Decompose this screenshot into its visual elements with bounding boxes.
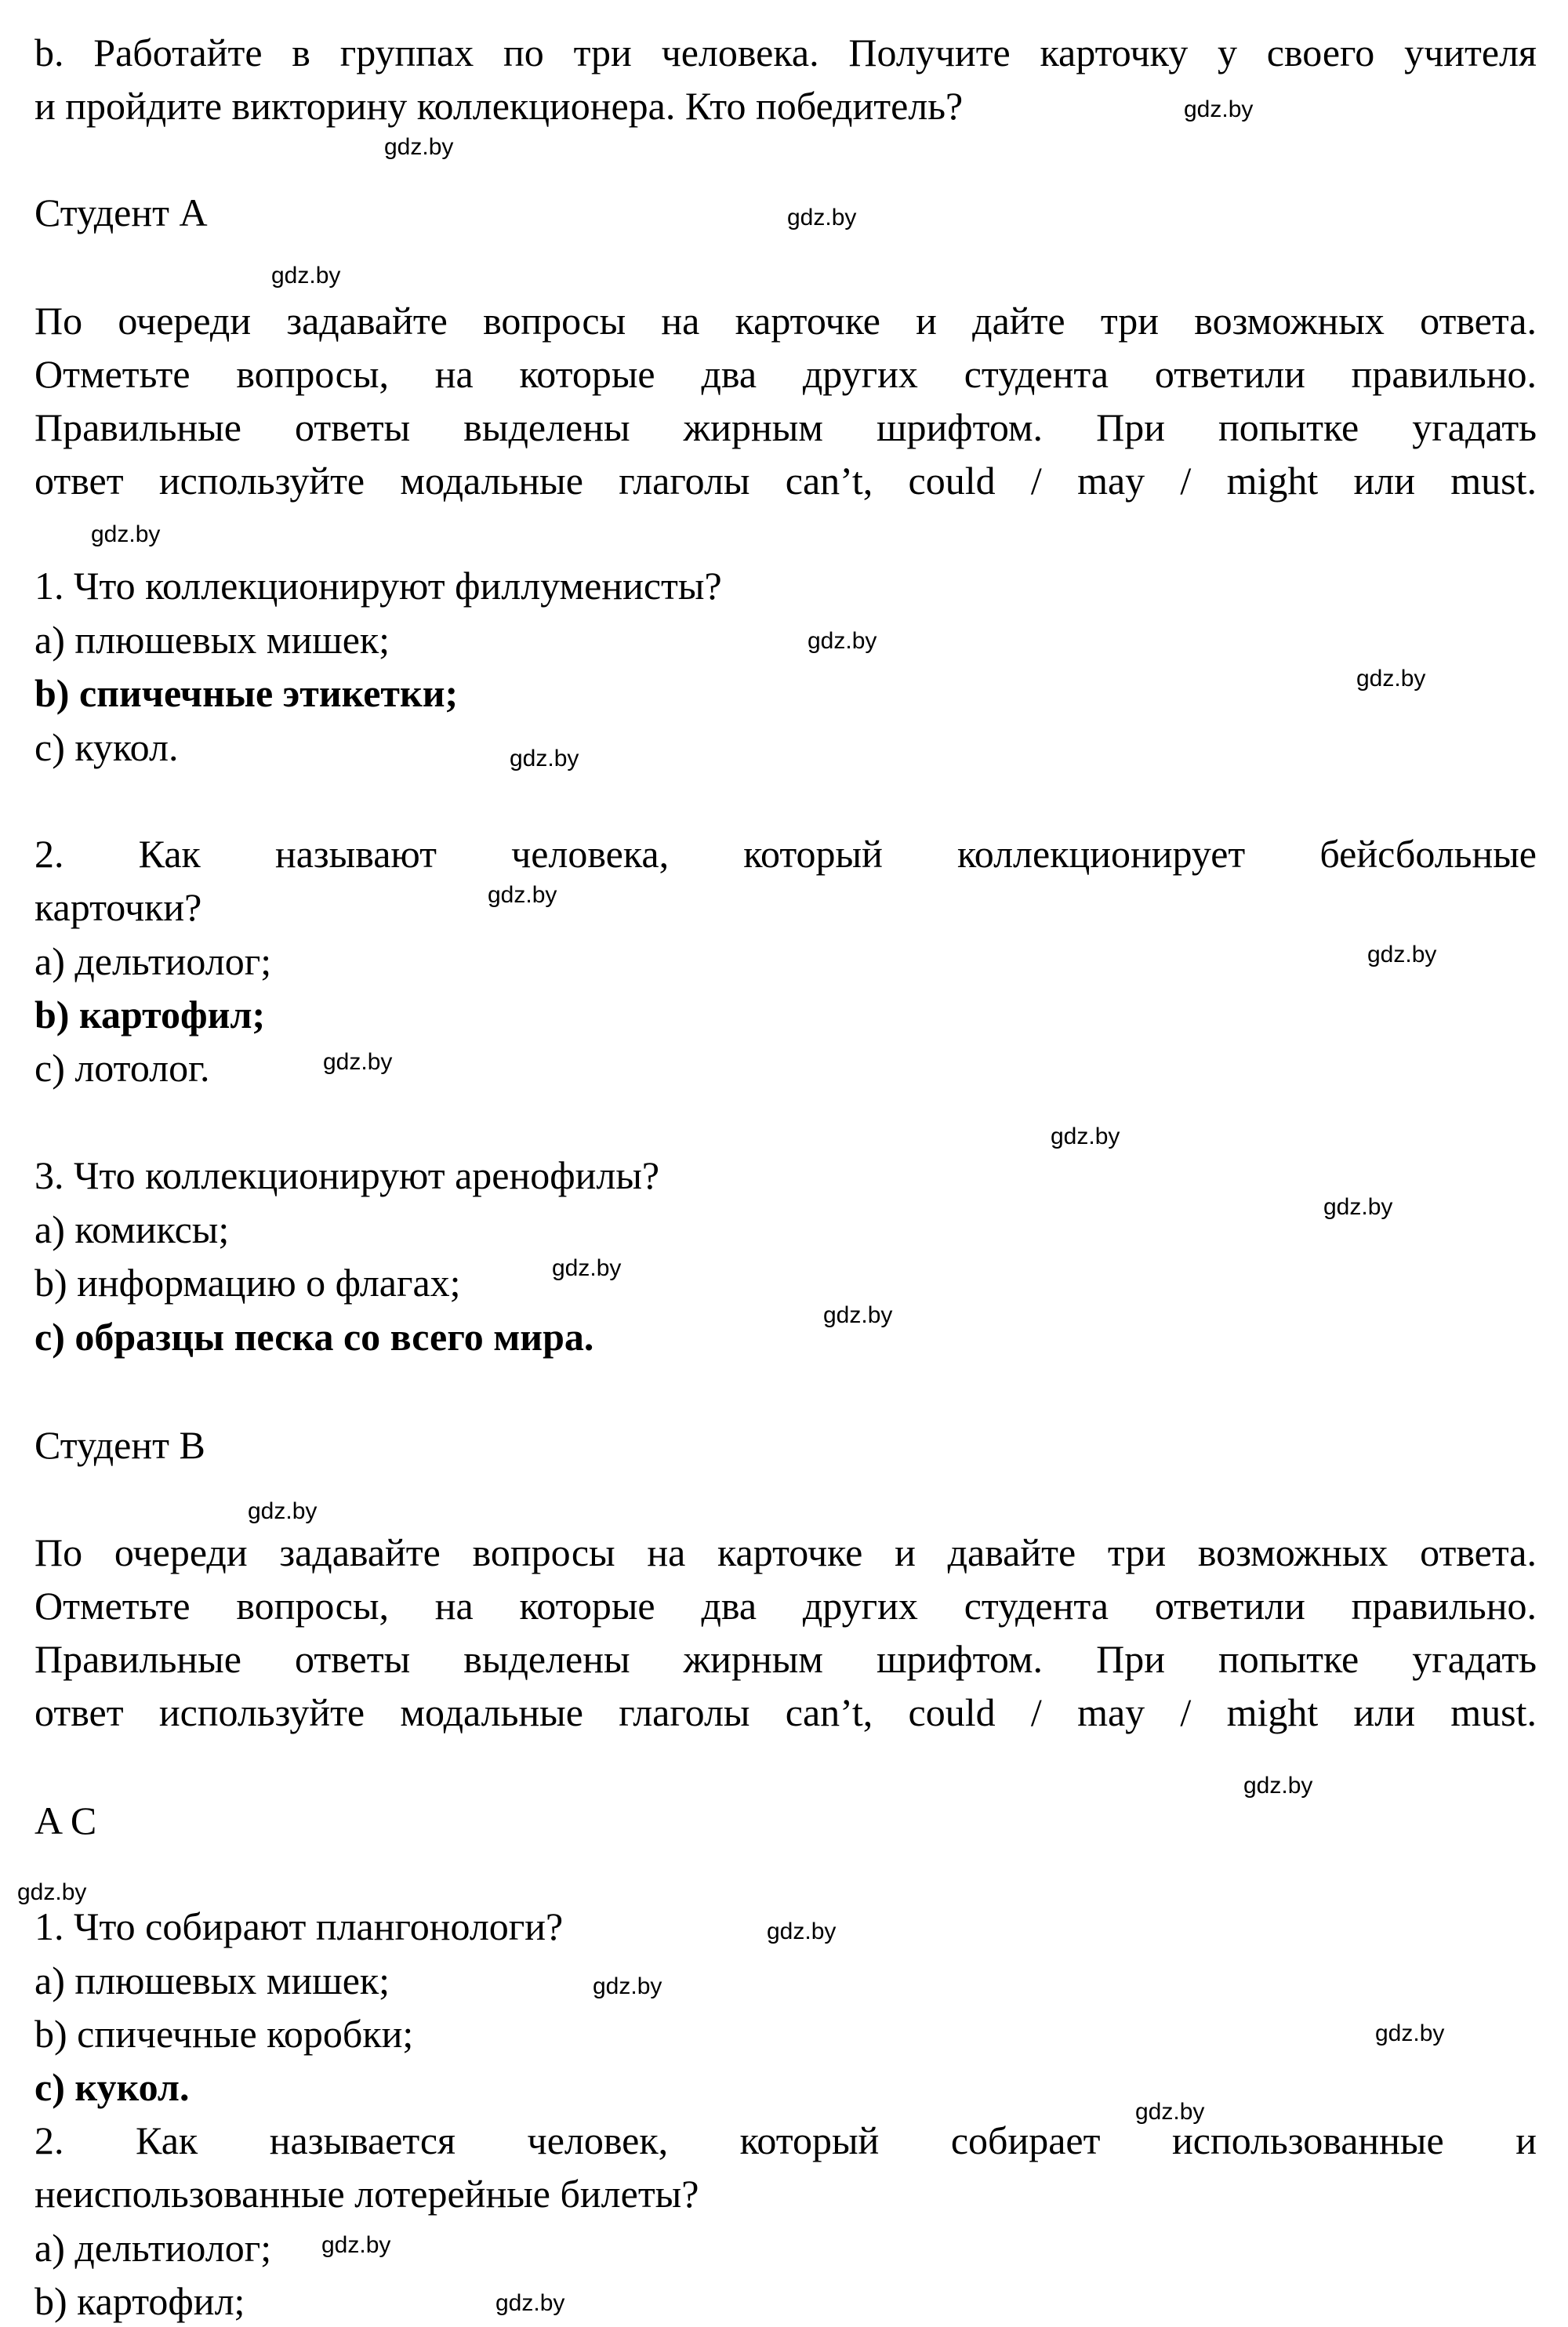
answer-option: b) информацию о флагах;	[34, 1261, 461, 1305]
watermark: gdz.by	[787, 205, 857, 231]
watermark: gdz.by	[91, 521, 161, 547]
question-1-text: 1. Что собирают плангонологи?	[34, 1904, 564, 1948]
intro-line-2: и пройдите викторину коллекционера. Кто победитель?	[34, 84, 964, 128]
watermark: gdz.by	[1243, 1773, 1313, 1799]
student-a-instruction-line: ответ используйте модальные глаголы can’t, could / may / might или must.	[34, 459, 1537, 503]
answer-option: a) плюшевых мишек;	[34, 1959, 390, 2002]
watermark: gdz.by	[808, 628, 877, 654]
correct-answer-option: b) спичечные этикетки;	[34, 671, 459, 715]
student-b-instruction-line: Правильные ответы выделены жирным шрифтом. При попытке угадать	[34, 1637, 1537, 1681]
watermark: gdz.by	[1367, 942, 1437, 967]
watermark: gdz.by	[767, 1919, 837, 1944]
question-2-text: 2. Как называется человек, который собирает использованные и	[34, 2118, 1537, 2162]
watermark: gdz.by	[510, 746, 579, 771]
answer-option: a) плюшевых мишек;	[34, 618, 390, 662]
student-b-instruction-line: ответ используйте модальные глаголы can’t, could / may / might или must.	[34, 1690, 1537, 1734]
student-a-heading: Студент A	[34, 191, 208, 234]
watermark: gdz.by	[17, 1879, 87, 1905]
watermark: gdz.by	[384, 134, 454, 160]
student-b-instruction-line: Отметьте вопросы, на которые два других студента ответили правильно.	[34, 1584, 1537, 1628]
answer-option: a) дельтиолог;	[34, 939, 272, 983]
answer-option: a) комиксы;	[34, 1207, 230, 1251]
watermark: gdz.by	[593, 1973, 662, 1999]
watermark: gdz.by	[1051, 1124, 1120, 1149]
question-2-text-cont: неиспользованные лотерейные билеты?	[34, 2172, 699, 2216]
question-2-text-cont: карточки?	[34, 885, 202, 929]
student-a-instruction-line: Правильные ответы выделены жирным шрифтом. При попытке угадать	[34, 405, 1537, 449]
student-b-heading: Студент B	[34, 1423, 205, 1467]
watermark: gdz.by	[1135, 2099, 1205, 2125]
watermark: gdz.by	[1375, 2020, 1445, 2046]
watermark: gdz.by	[495, 2290, 565, 2316]
answer-option: b) спичечные коробки;	[34, 2012, 414, 2056]
question-2-text: 2. Как называют человека, который коллекционирует бейсбольные	[34, 832, 1537, 876]
correct-answer-option: c) кукол.	[34, 2065, 190, 2109]
answer-option: c) лотолог.	[34, 1046, 210, 1090]
student-b-instruction-line: По очереди задавайте вопросы на карточке и давайте три возможных ответа.	[34, 1530, 1537, 1574]
watermark: gdz.by	[271, 263, 341, 289]
watermark: gdz.by	[1184, 96, 1254, 122]
answer-option: c) кукол.	[34, 725, 179, 769]
intro-line-1: b. Работайте в группах по три человека. Получите карточку у своего учителя	[34, 31, 1537, 74]
watermark: gdz.by	[1323, 1194, 1393, 1220]
watermark: gdz.by	[552, 1255, 622, 1281]
watermark: gdz.by	[1356, 666, 1426, 692]
correct-answer-option: b) картофил;	[34, 993, 266, 1036]
section-ac-heading: A C	[34, 1799, 97, 1842]
correct-answer-option: c) образцы песка со всего мира.	[34, 1315, 594, 1359]
question-3-text: 3. Что коллекционируют аренофилы?	[34, 1153, 660, 1197]
answer-option: b) картофил;	[34, 2279, 245, 2323]
student-a-instruction-line: Отметьте вопросы, на которые два других студента ответили правильно.	[34, 352, 1537, 396]
watermark: gdz.by	[488, 882, 557, 908]
watermark: gdz.by	[248, 1498, 318, 1524]
watermark: gdz.by	[323, 1049, 393, 1075]
student-a-instruction-line: По очереди задавайте вопросы на карточке и дайте три возможных ответа.	[34, 299, 1537, 343]
answer-option: a) дельтиолог;	[34, 2226, 272, 2270]
watermark: gdz.by	[823, 1302, 893, 1328]
question-1-text: 1. Что коллекционируют филлуменисты?	[34, 564, 722, 608]
watermark: gdz.by	[321, 2232, 391, 2258]
